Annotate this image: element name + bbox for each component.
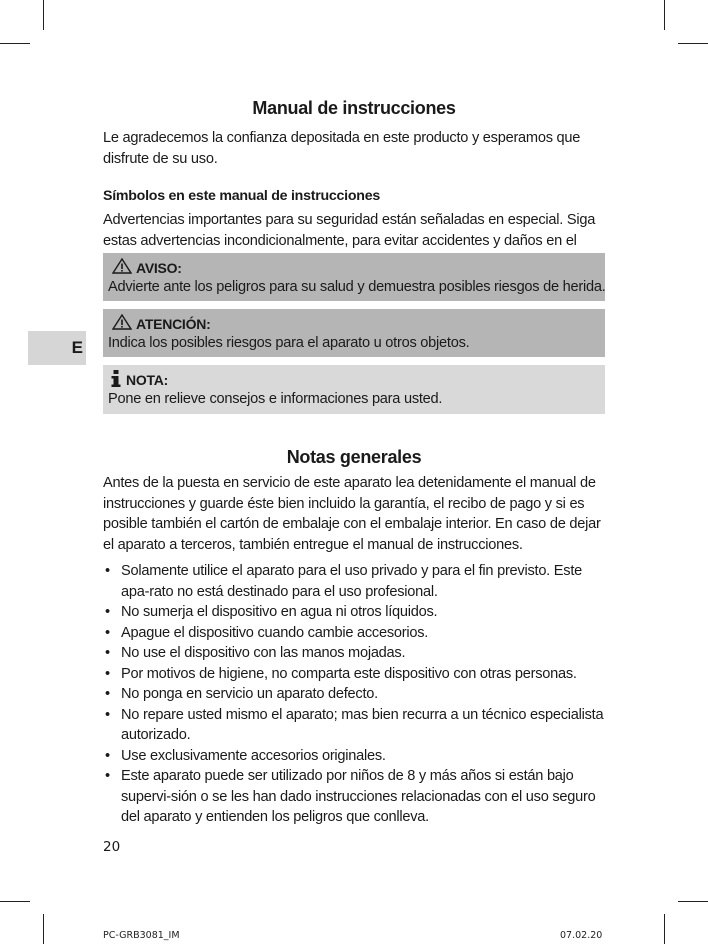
general-notes-paragraph: Antes de la puesta en servicio de este aparato lea detenidamente el manual de instrucciones y guarde éste bien incluido la garantía, el recibo de pago y si es posible también el cartón de embalaje con el embalaje interior. En caso de dejar el aparato a terceros, también entregue el manual de instrucciones. xyxy=(103,475,601,553)
bullet-marker: • xyxy=(105,563,110,579)
notice-label: NOTA: xyxy=(126,372,169,388)
crop-mark xyxy=(678,901,708,902)
notice-text: Pone en relieve consejos e informaciones para usted. xyxy=(108,391,443,407)
bullet-list xyxy=(103,561,605,828)
crop-mark xyxy=(43,914,44,944)
list-item xyxy=(103,643,605,664)
symbols-paragraph: Advertencias importantes para su seguridad están señaladas en especial. Siga estas advertencias incondicionalmente, para evitar accidentes y daños en el xyxy=(103,212,596,249)
list-item xyxy=(103,766,605,828)
list-item xyxy=(103,705,605,746)
bullet-marker: • xyxy=(105,768,110,784)
notice-text: Advierte ante los peligros para su salud y demuestra posibles riesgos de herida. xyxy=(108,279,606,295)
notice-label: ATENCIÓN: xyxy=(136,316,211,332)
list-item-text: No ponga en servicio un aparato defecto. xyxy=(121,686,378,702)
list-item-text: Solamente utilice el aparato para el uso privado y para el fin previsto. Este apa-rato no está destinado para el uso profesional. xyxy=(121,563,582,600)
crop-mark xyxy=(43,0,44,30)
notice-atencion xyxy=(103,309,605,357)
list-item-text: Apague el dispositivo cuando cambie accesorios. xyxy=(121,624,429,641)
list-item xyxy=(103,684,605,705)
crop-mark xyxy=(664,0,665,30)
crop-mark xyxy=(664,914,665,944)
intro-paragraph: Le agradecemos la confianza depositada en este producto y esperamos que disfrute de su uso. xyxy=(103,130,581,167)
notice-text: Indica los posibles riesgos para el aparato u otros objetos. xyxy=(108,335,470,351)
general-notes-title: Notas generales xyxy=(286,447,422,467)
language-tab-letter: E xyxy=(71,338,83,357)
list-item-text: No sumerja el dispositivo en agua ni otros líquidos. xyxy=(121,604,438,620)
list-item-text: Use exclusivamente accesorios originales. xyxy=(121,747,386,764)
crop-mark xyxy=(678,43,708,44)
notice-label: AVISO: xyxy=(136,260,182,276)
crop-mark xyxy=(0,901,30,902)
list-item-text: No repare usted mismo el aparato; mas bien recurra a un técnico especialista autorizado. xyxy=(121,706,604,743)
page-number: 20 xyxy=(103,839,121,855)
symbols-heading: Símbolos en este manual de instrucciones xyxy=(103,188,380,204)
list-item-text: Por motivos de higiene, no comparta este dispositivo con otras personas. xyxy=(121,665,577,682)
list-item-text: No use el dispositivo con las manos mojadas. xyxy=(121,645,406,661)
list-item xyxy=(103,623,605,644)
list-item-text: Este aparato puede ser utilizado por niños de 8 y más años si están bajo supervi-sión o se les han dado instrucciones relacionadas con el uso seguro del aparato y entienden los peligros que conlleva. xyxy=(121,768,596,825)
list-item xyxy=(103,746,605,767)
list-item xyxy=(103,561,605,602)
bullet-marker: • xyxy=(105,686,110,702)
bullet-marker: • xyxy=(105,706,110,723)
list-item xyxy=(103,664,605,685)
bullet-marker: • xyxy=(105,747,110,764)
bullet-marker: • xyxy=(105,645,110,661)
bullet-marker: • xyxy=(105,665,110,682)
notice-nota xyxy=(103,365,605,414)
footer-date: 07.02.20 xyxy=(560,930,603,941)
bullet-marker: • xyxy=(105,604,110,620)
crop-mark xyxy=(0,43,30,44)
footer-doc-id: PC-GRB3081_IM xyxy=(103,930,180,941)
page-title: Manual de instrucciones xyxy=(252,98,456,118)
language-tab xyxy=(28,331,86,365)
bullet-marker: • xyxy=(105,624,110,641)
list-item xyxy=(103,602,605,623)
notice-aviso xyxy=(103,253,605,301)
